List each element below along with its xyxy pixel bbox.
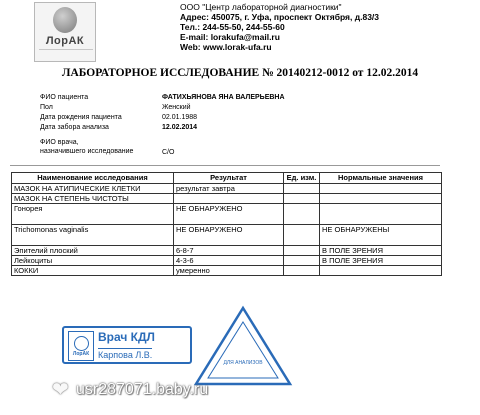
section-divider [10,165,440,166]
cell-normal: В ПОЛЕ ЗРЕНИЯ [320,256,442,266]
triangle-stamp [192,304,294,388]
stamp-logo-ring [74,336,89,351]
table-row [12,184,442,194]
cell-unit [284,194,320,204]
header-result: Результат [174,173,284,184]
cell-unit [284,266,320,276]
cell-unit [284,184,320,194]
cell-normal: В ПОЛЕ ЗРЕНИЯ [320,246,442,256]
logo-divider [39,49,93,58]
cell-test-name: МАЗОК НА АТИПИЧЕСКИЕ КЛЕТКИ [12,184,174,194]
patient-sex-value: Женский [162,104,191,111]
doctor-label-line-1: ФИО врача, [40,139,79,146]
cell-normal [320,204,442,225]
org-email: E-mail: lorakufa@mail.ru [180,32,280,42]
cell-result: 4-3-6 [174,256,284,266]
logo-emblem-icon [53,7,77,33]
cell-unit [284,256,320,266]
triangle-stamp-text: ДЛЯ АНАЛИЗОВ [223,360,263,366]
header-test-name: Наименование исследования [12,173,174,184]
stamp-logo-icon [68,331,94,361]
table-row [12,204,442,225]
table-row [12,194,442,204]
site-watermark [52,378,252,402]
stamp-logo-text: ЛорАК [72,351,90,357]
cell-test-name: КОККИ [12,266,174,276]
doctor-label-line-2: назначившего исследование [40,148,134,155]
cell-unit [284,225,320,246]
patient-dob-value: 02.01.1988 [162,114,198,121]
table-header-row [12,173,442,184]
cell-normal [320,266,442,276]
cell-normal: НЕ ОБНАРУЖЕНЫ [320,225,442,246]
triangle-stamp-inner [208,322,278,378]
stamp-title: Врач КДЛ [98,330,155,344]
sample-date-value: 12.02.2014 [162,124,198,131]
stamp-doctor-name: Карпова Л.В. [98,350,153,360]
table-row [12,246,442,256]
heart-icon: ❤ [52,379,69,401]
cell-result: умеренно [174,266,284,276]
org-phone: Тел.: 244-55-50, 244-55-60 [180,22,285,32]
org-name: ООО "Центр лабораторной диагностики" [180,2,342,12]
patient-sex-label: Пол [40,104,53,111]
triangle-stamp-outer [196,308,290,384]
doctor-label [40,138,133,156]
header-unit: Ед. изм. [284,173,320,184]
doctor-value: С/О [162,149,175,156]
cell-unit [284,246,320,256]
doctor-stamp [62,326,192,364]
table-row [12,266,442,276]
table-row [12,225,442,246]
cell-result: НЕ ОБНАРУЖЕНО [174,225,284,246]
patient-dob-label: Дата рождения пациента [40,114,122,121]
cell-test-name: Лейкоциты [12,256,174,266]
cell-test-name: МАЗОК НА СТЕПЕНЬ ЧИСТОТЫ [12,194,174,204]
cell-result: 6-8-7 [174,246,284,256]
table-row [12,256,442,266]
cell-normal [320,194,442,204]
patient-fio-label: ФИО пациента [40,94,89,101]
cell-normal [320,184,442,194]
watermark-text: usr287071.baby.ru [76,381,209,398]
cell-result: результат завтра [174,184,284,194]
document-title: ЛАБОРАТОРНОЕ ИССЛЕДОВАНИЕ № 20140212-0012 от 12.02.2014 [61,67,419,79]
cell-unit [284,204,320,225]
organization-info [180,2,379,52]
cell-test-name: Эпителий плоский [12,246,174,256]
org-web: Web: www.lorak-ufa.ru [180,42,272,52]
patient-fio-value: ФАТИХЬЯНОВА ЯНА ВАЛЕРЬЕВНА [162,94,285,101]
cell-test-name: Гонорея [12,204,174,225]
org-address: Адрес: 450075, г. Уфа, проспект Октября, д.83/3 [180,12,380,22]
header-normal: Нормальные значения [320,173,442,184]
sample-date-label: Дата забора анализа [40,124,109,131]
logo-name: ЛорАК [45,35,85,47]
results-table [11,172,442,276]
cell-result: НЕ ОБНАРУЖЕНО [174,204,284,225]
cell-test-name: Trichomonas vaginalis [12,225,174,246]
company-logo [34,2,96,62]
cell-result [174,194,284,204]
